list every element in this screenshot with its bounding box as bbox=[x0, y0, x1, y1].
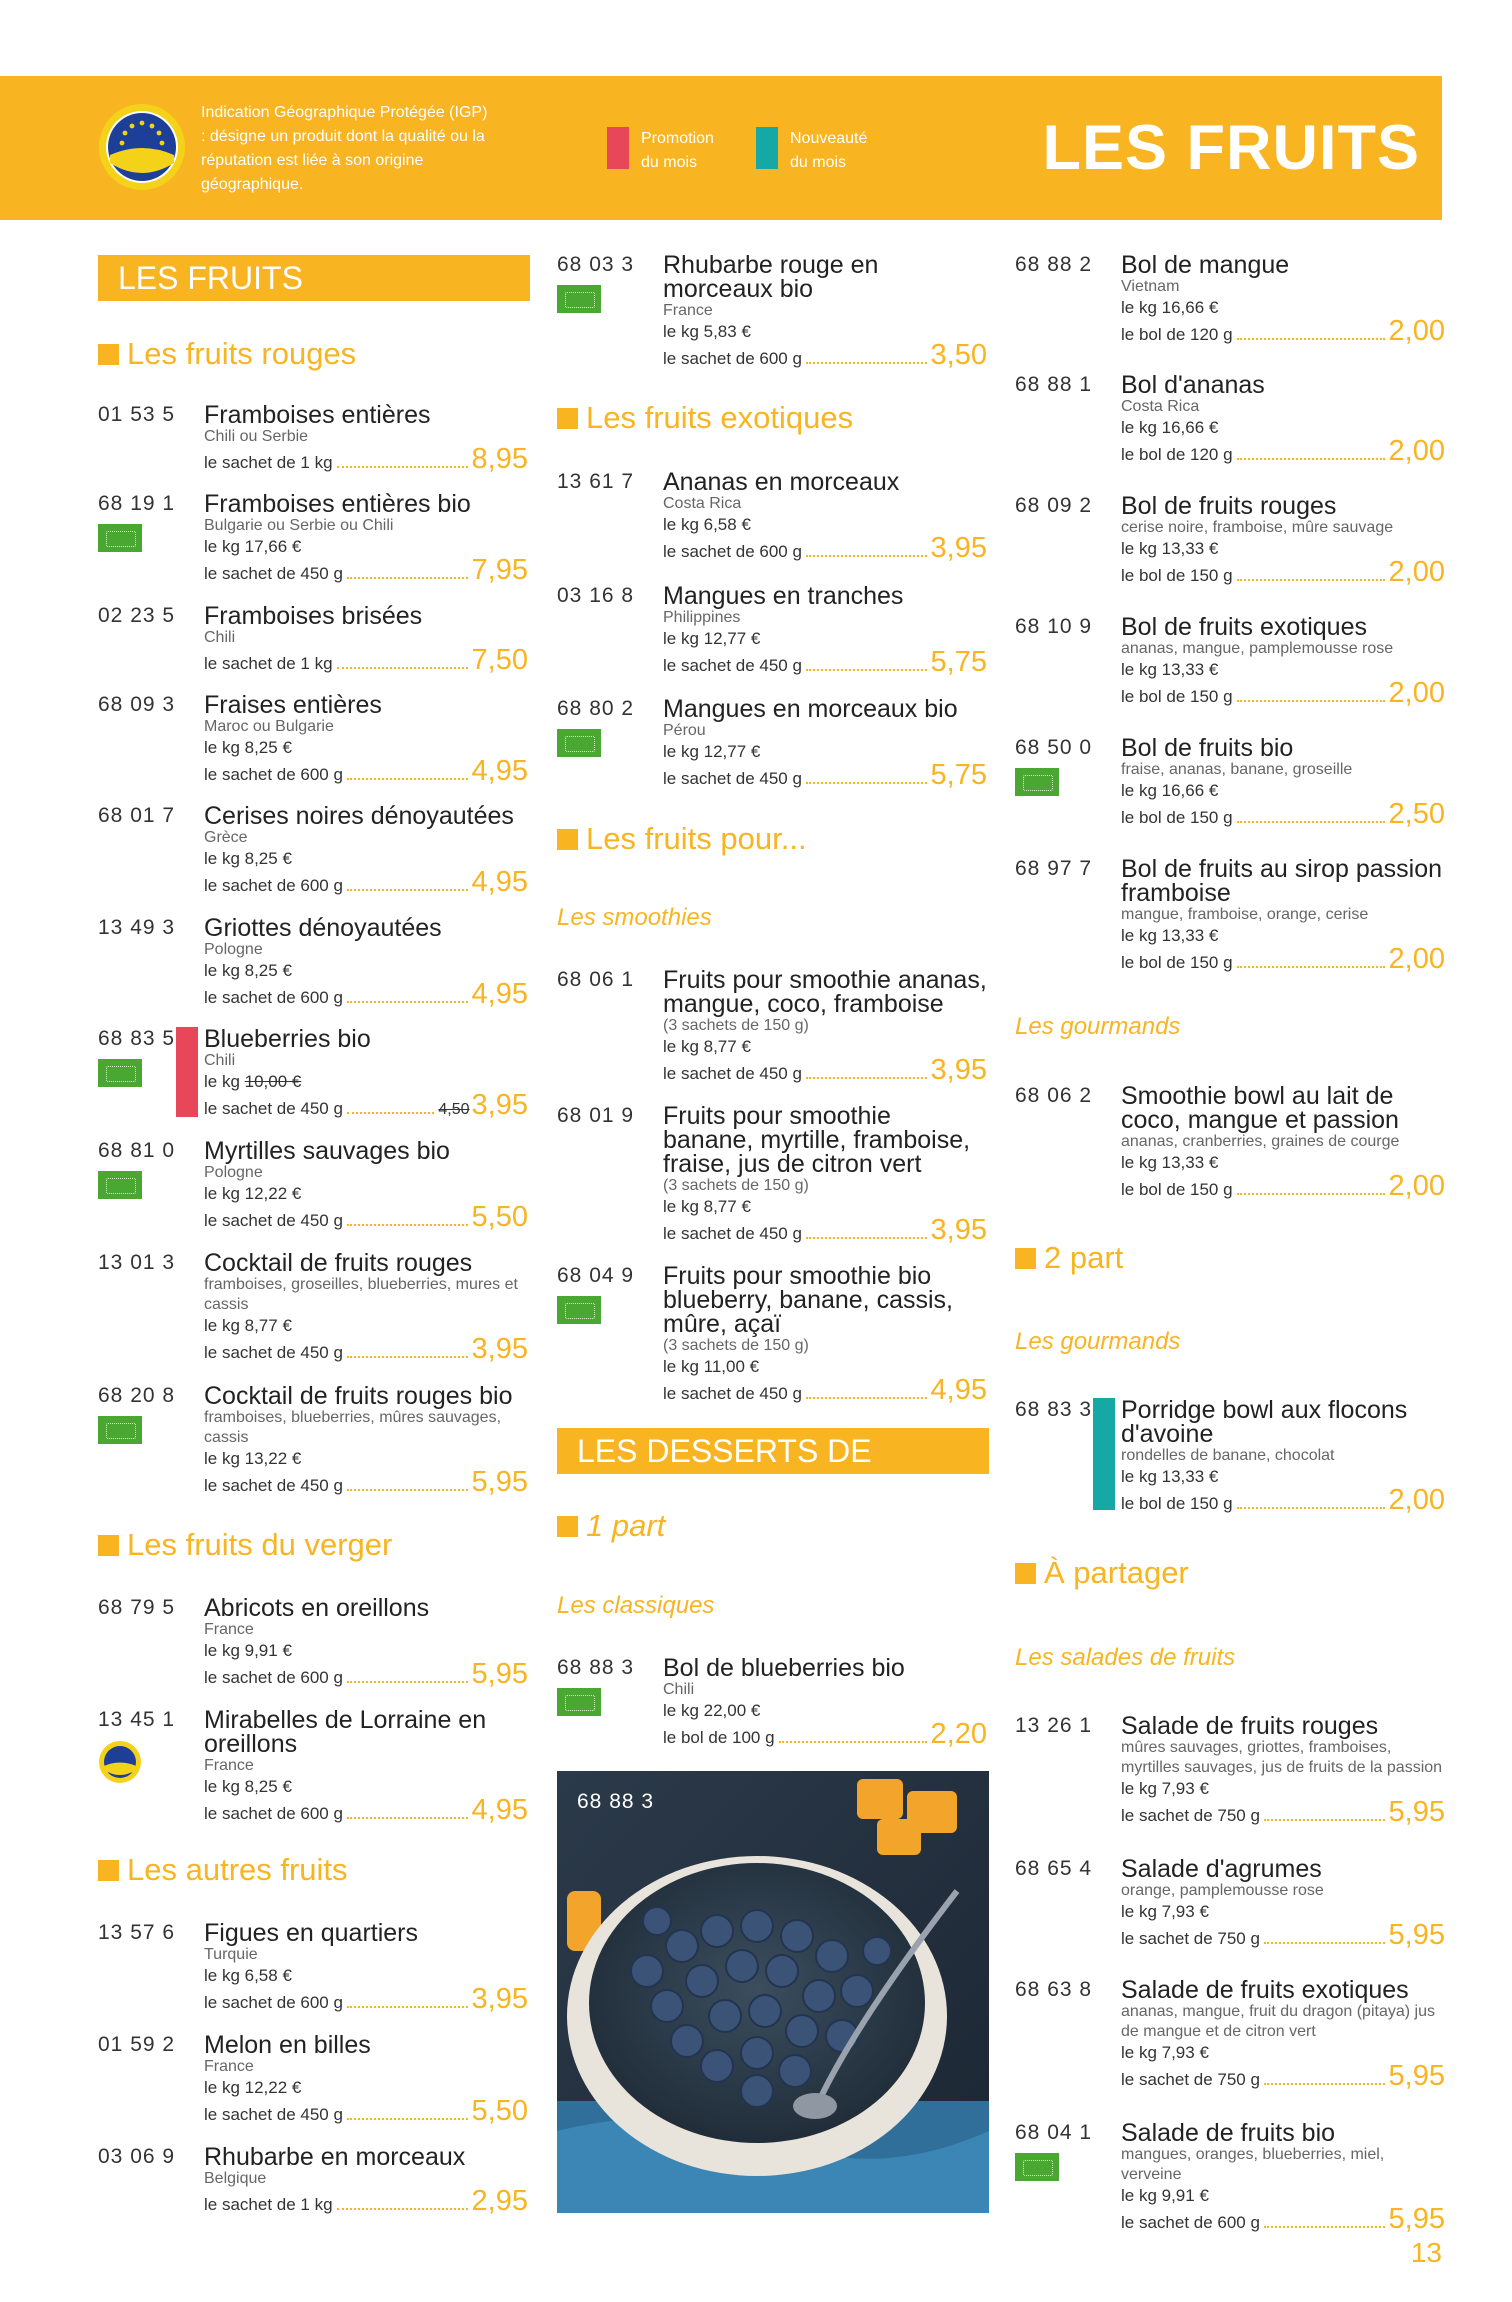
section-fruits-rouges: Les fruits rouges bbox=[98, 336, 356, 372]
new-marker bbox=[1093, 1398, 1115, 1510]
section-autres-fruits: Les autres fruits bbox=[98, 1852, 348, 1888]
section-a-partager: À partager bbox=[1015, 1555, 1189, 1591]
page-title: LES FRUITS bbox=[1042, 113, 1420, 183]
legend-promo: Promotion du mois bbox=[607, 127, 714, 175]
page-number: 13 bbox=[1410, 2237, 1442, 2268]
bio-icon bbox=[557, 285, 601, 313]
section-fruits-exotiques: Les fruits exotiques bbox=[557, 400, 853, 436]
blueberries-bowl-photo bbox=[557, 1771, 989, 2213]
igp-label-icon bbox=[98, 1740, 142, 1784]
bio-icon bbox=[98, 1059, 142, 1087]
bio-icon bbox=[98, 1171, 142, 1199]
bio-icon bbox=[557, 1688, 601, 1716]
promo-swatch bbox=[607, 127, 629, 169]
section-bar-desserts: LES DESSERTS DE FRUITS bbox=[557, 1428, 989, 1474]
subsection-classiques: Les classiques bbox=[557, 1592, 715, 1619]
bio-icon bbox=[557, 1296, 601, 1324]
bio-icon bbox=[1015, 2153, 1059, 2181]
subsection-salades: Les salades de fruits bbox=[1015, 1644, 1236, 1671]
new-swatch bbox=[756, 127, 778, 169]
section-fruits-verger: Les fruits du verger bbox=[98, 1527, 392, 1563]
igp-logo-icon bbox=[98, 103, 186, 191]
bio-icon bbox=[98, 1416, 142, 1444]
section-one-part: 1 part bbox=[557, 1508, 665, 1544]
photo-product-code: 68 88 3 bbox=[577, 1790, 655, 1813]
section-bar-les-fruits: LES FRUITS bbox=[98, 255, 530, 301]
subsection-smoothies: Les smoothies bbox=[557, 904, 712, 931]
igp-description: Indication Géographique Protégée (IGP) : désigne un produit dont la qualité ou la réputation est liée à son origine géographique. bbox=[201, 104, 488, 193]
bio-icon bbox=[1015, 768, 1059, 796]
bio-icon bbox=[557, 729, 601, 757]
subsection-gourmands-2: Les gourmands bbox=[1015, 1328, 1181, 1355]
bio-icon bbox=[98, 524, 142, 552]
promo-marker bbox=[176, 1027, 198, 1117]
section-fruits-pour: Les fruits pour... bbox=[557, 821, 807, 857]
section-two-part: 2 part bbox=[1015, 1240, 1123, 1276]
subsection-gourmands: Les gourmands bbox=[1015, 1013, 1181, 1040]
legend-new: Nouveauté du mois bbox=[756, 127, 867, 175]
